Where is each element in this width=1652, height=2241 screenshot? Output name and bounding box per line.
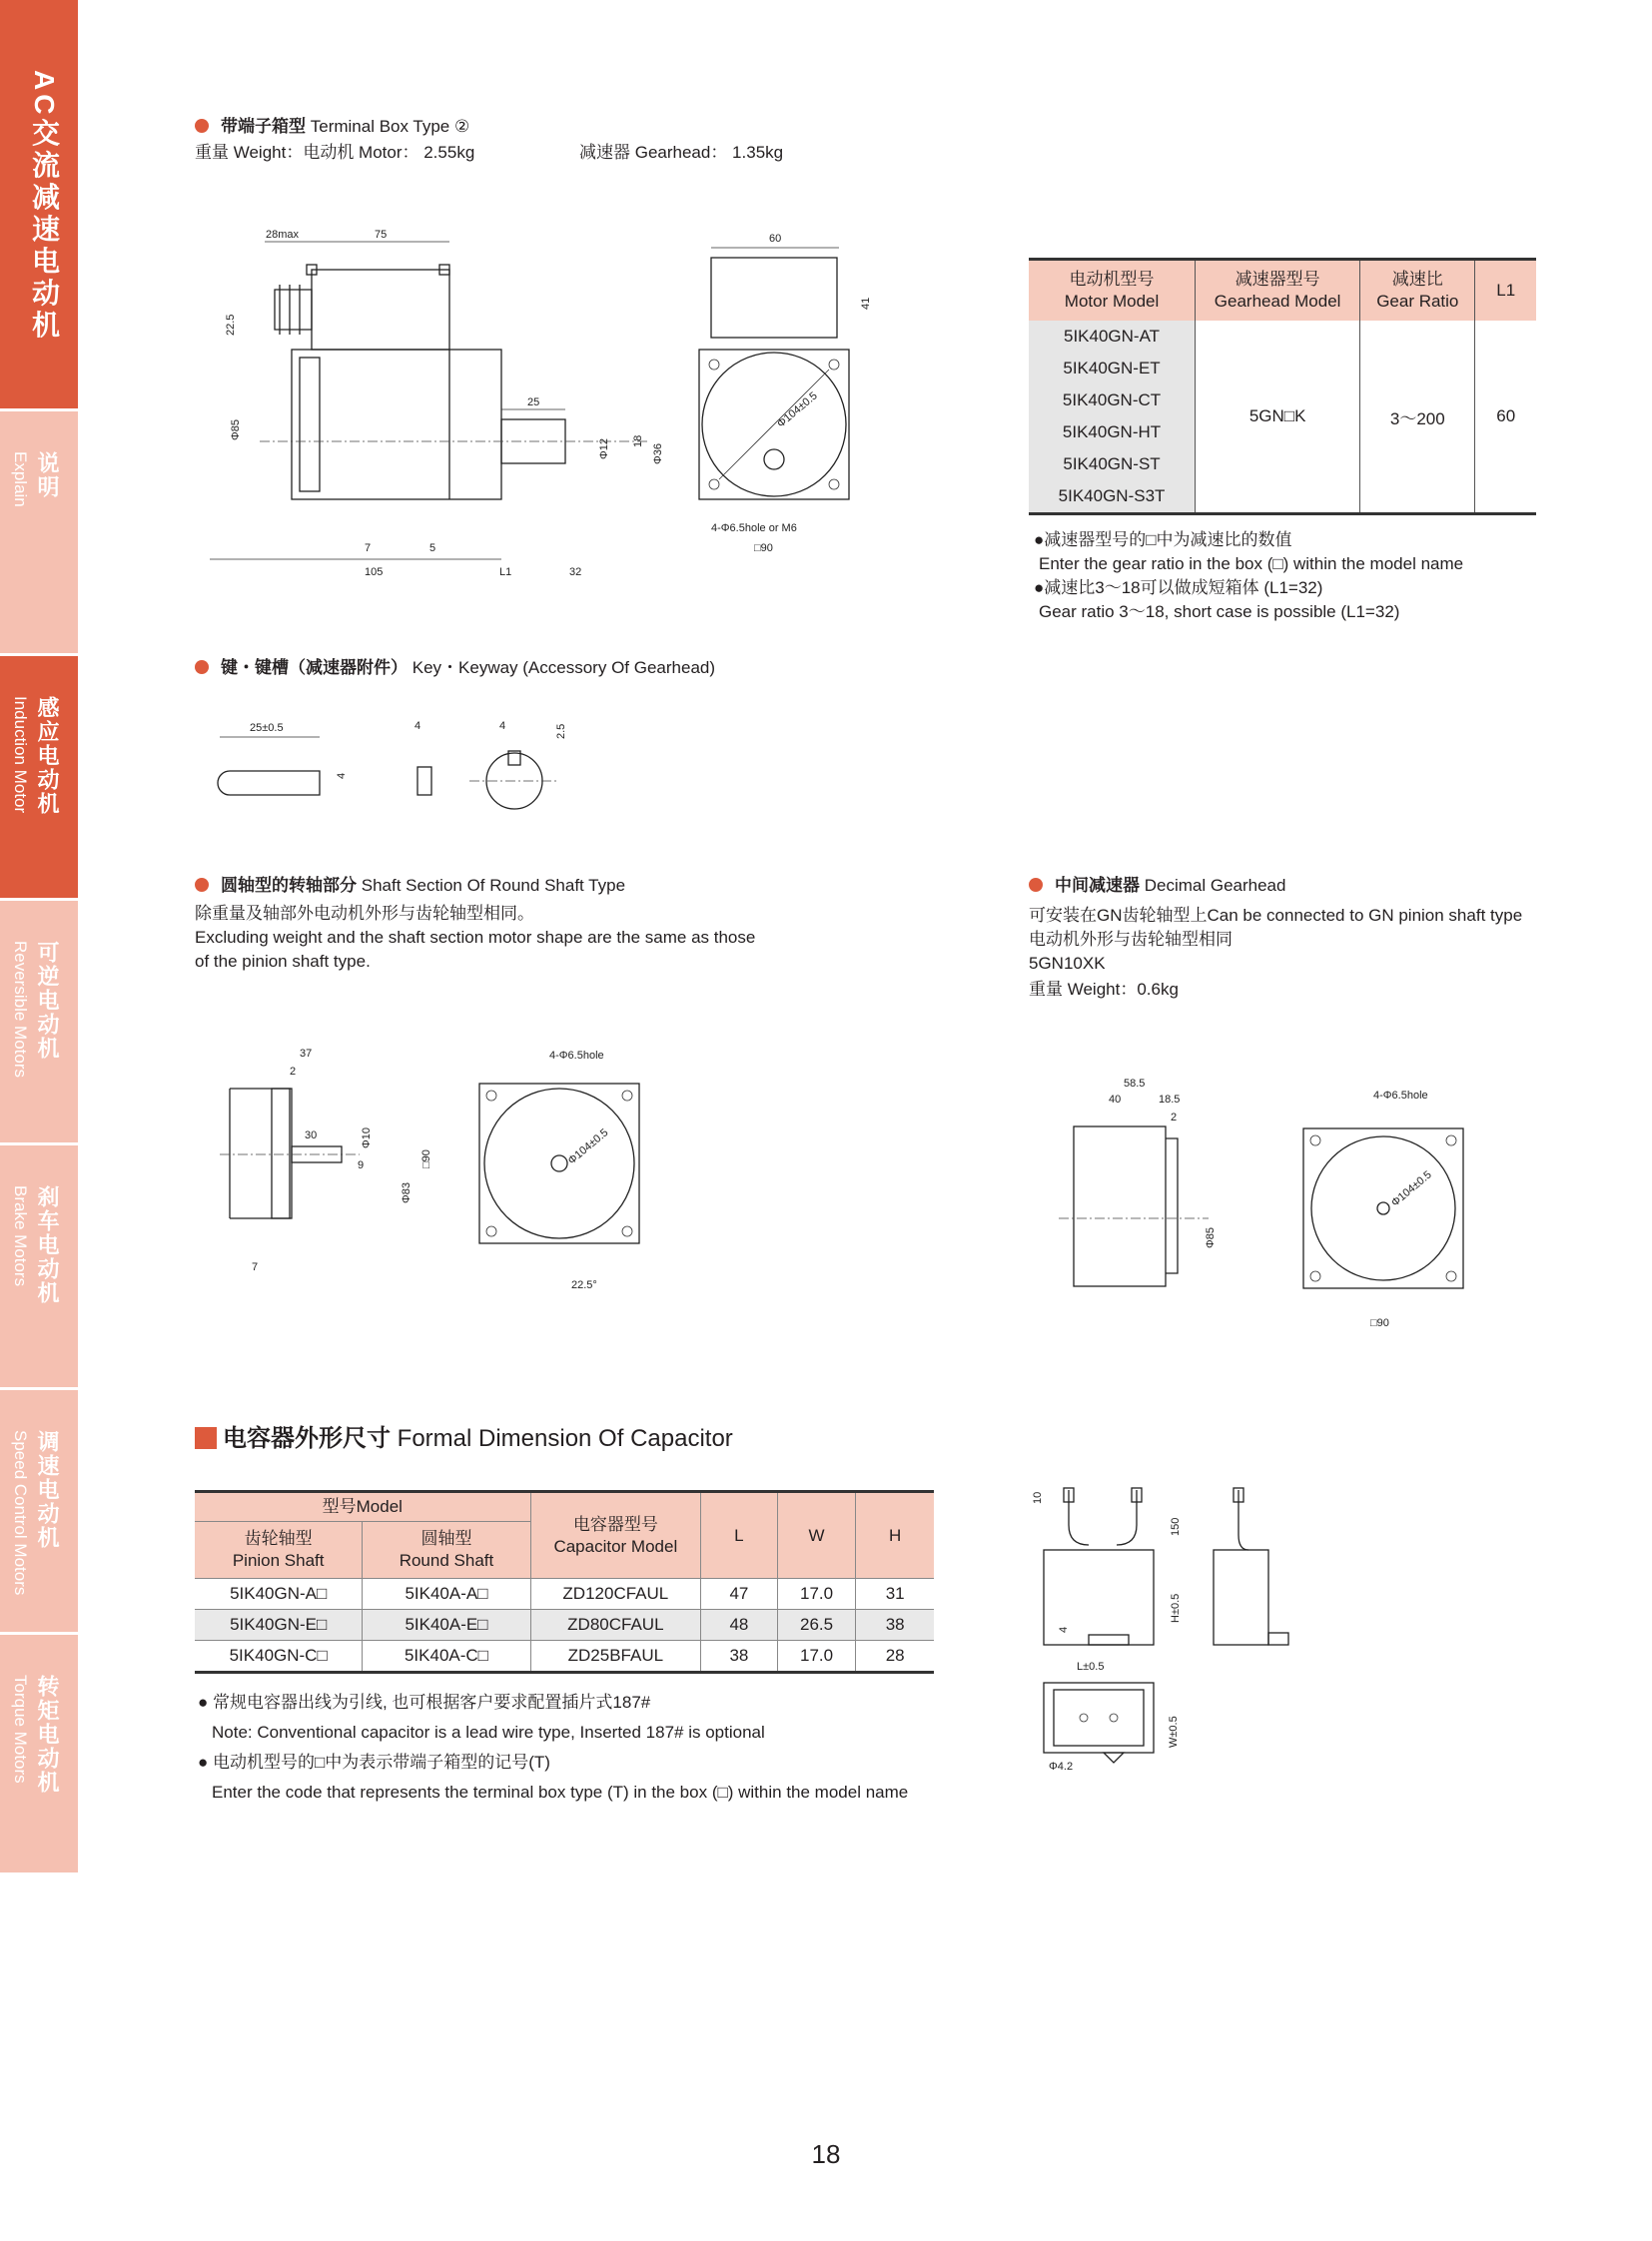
- table-cell: 5IK40GN-ET: [1029, 353, 1196, 384]
- dim-label: 5: [429, 542, 436, 554]
- round-shaft-line: 除重量及轴部外电动机外形与齿轮轴型相同。: [195, 904, 534, 923]
- table-header: 圆轴型 Round Shaft: [363, 1522, 530, 1579]
- gearhead-weight: 减速器 Gearhead： 1.35kg: [579, 143, 784, 162]
- dim-label: 58.5: [1124, 1078, 1146, 1090]
- terminal-heading-en: Terminal Box Type ②: [310, 117, 470, 136]
- decimal-line: 重量 Weight：0.6kg: [1029, 980, 1179, 999]
- motor-weight: 重量 Weight：电动机 Motor： 2.55kg: [195, 143, 475, 162]
- sidebar-item-explain[interactable]: [0, 411, 78, 656]
- table-header: 减速器型号 Gearhead Model: [1196, 260, 1360, 322]
- gear-note: Gear ratio 3～18, short case is possible (L1=32): [1039, 602, 1400, 621]
- table-row: 5IK40GN-C□ 5IK40A-C□ ZD25BFAUL 38 17.0 28: [195, 1641, 934, 1673]
- dim-label: □90: [754, 542, 773, 554]
- sidebar-item-label: 调速电动机: [35, 1430, 60, 1550]
- dim-label: 25: [527, 396, 540, 408]
- sidebar-item-label: 可逆电动机: [35, 941, 60, 1061]
- key-keyway-drawing: [215, 709, 604, 819]
- dim-label: 4: [414, 720, 421, 732]
- dim-label: 18.5: [1159, 1094, 1181, 1106]
- page-number: 18: [811, 2139, 841, 2169]
- dim-label: Φ36: [652, 442, 664, 464]
- dim-label: 150: [1170, 1517, 1182, 1536]
- round-shaft-drawing: [220, 1039, 669, 1308]
- sidebar-item-sublabel: Speed Control Motors: [11, 1430, 30, 1596]
- round-shaft-line: Excluding weight and the shaft section motor shape are the same as those: [195, 928, 756, 947]
- dim-label: 4-Φ6.5hole: [549, 1050, 604, 1062]
- sidebar-item-induction[interactable]: [0, 656, 78, 901]
- table-cell: 3～200: [1360, 321, 1475, 514]
- table-header: 减速比 Gear Ratio: [1360, 260, 1475, 322]
- sidebar-item-sublabel: Induction Motor: [11, 696, 30, 814]
- dim-label: Φ104±0.5: [774, 389, 820, 430]
- table-cell: 60: [1475, 321, 1536, 514]
- dim-label: Φ12: [598, 437, 610, 459]
- decimal-line: 5GN10XK: [1029, 954, 1106, 973]
- table-header: L: [701, 1492, 778, 1579]
- capacitor-drawing: [1029, 1478, 1348, 1778]
- dim-label: 2.5: [555, 723, 567, 739]
- sidebar-item-label: AC交流减速电动机: [29, 70, 60, 343]
- dim-label: Φ85: [1205, 1226, 1217, 1248]
- section-square-icon: [195, 1427, 217, 1449]
- dim-label: 7: [365, 542, 372, 554]
- sidebar-item-speed-control[interactable]: [0, 1390, 78, 1635]
- dim-label: 22.5: [225, 314, 237, 336]
- terminal-heading-cn: 带端子箱型: [221, 117, 306, 136]
- capacitor-note: ● 常规电容器出线为引线, 也可根据客户要求配置插片式187#: [198, 1693, 651, 1712]
- sidebar-item-reversible[interactable]: [0, 901, 78, 1145]
- table-row: 5IK40GN-A□ 5IK40A-A□ ZD120CFAUL 47 17.0 31: [195, 1579, 934, 1610]
- table-header: W: [777, 1492, 856, 1579]
- round-shaft-heading: 圆轴型的转轴部分 Shaft Section Of Round Shaft Type: [195, 875, 625, 897]
- table-header: 齿轮轴型 Pinion Shaft: [195, 1522, 363, 1579]
- dim-label: 7: [252, 1261, 259, 1273]
- sidebar-item-label: 刹车电动机: [35, 1185, 60, 1305]
- dim-label: 105: [365, 566, 384, 578]
- dim-label: 18: [632, 434, 644, 447]
- bullet-dot-icon: [195, 119, 209, 133]
- table-cell: 5IK40GN-HT: [1029, 416, 1196, 448]
- dim-label: 4: [499, 720, 506, 732]
- table-cell: 5IK40GN-S3T: [1029, 480, 1196, 514]
- table-header: 电动机型号 Motor Model: [1029, 260, 1196, 322]
- table-cell: 5IK40GN-CT: [1029, 384, 1196, 416]
- dim-label: □90: [420, 1149, 432, 1168]
- sidebar-item-sublabel: Reversible Motors: [11, 941, 30, 1078]
- dim-label: 32: [569, 566, 582, 578]
- round-shaft-line: of the pinion shaft type.: [195, 952, 371, 971]
- capacitor-title: 电容器外形尺寸 Formal Dimension Of Capacitor: [195, 1424, 733, 1454]
- dim-label: 37: [300, 1048, 313, 1060]
- sidebar-item-label: 转矩电动机: [35, 1675, 60, 1795]
- sidebar: [0, 0, 78, 1875]
- sidebar-item-sublabel: Brake Motors: [11, 1185, 30, 1287]
- dim-label: 22.5°: [571, 1279, 597, 1291]
- table-header: 电容器型号 Capacitor Model: [530, 1492, 701, 1579]
- sidebar-item-ac-motor[interactable]: [0, 0, 78, 411]
- sidebar-item-torque[interactable]: [0, 1635, 78, 1875]
- dim-label: Φ83: [401, 1181, 413, 1203]
- table-cell: 5IK40GN-AT: [1029, 321, 1196, 353]
- decimal-heading: 中间减速器 Decimal Gearhead: [1029, 875, 1285, 897]
- decimal-gearhead-drawing: [1059, 1069, 1558, 1338]
- dim-label: 4: [336, 772, 348, 779]
- table-header: H: [856, 1492, 934, 1579]
- bullet-dot-icon: [195, 660, 209, 674]
- dim-label: L1: [499, 566, 512, 578]
- decimal-line: 电动机外形与齿轮轴型相同: [1029, 930, 1233, 949]
- gear-ratio-table: [1029, 258, 1536, 515]
- dim-label: L±0.5: [1077, 1661, 1105, 1673]
- sidebar-item-sublabel: Torque Motors: [11, 1675, 30, 1784]
- dim-label: 4-Φ6.5hole: [1373, 1090, 1428, 1102]
- dim-label: 2: [290, 1066, 297, 1078]
- sidebar-item-label: 说明: [35, 451, 60, 499]
- table-header: L1: [1475, 260, 1536, 322]
- table-cell: 5IK40GN-ST: [1029, 448, 1196, 480]
- table-cell: 5GN□K: [1196, 321, 1360, 514]
- sidebar-item-sublabel: Explain: [11, 451, 30, 507]
- dim-label: 25±0.5: [250, 722, 284, 734]
- table-row: 5IK40GN-E□ 5IK40A-E□ ZD80CFAUL 48 26.5 38: [195, 1610, 934, 1641]
- decimal-line: 可安装在GN齿轮轴型上Can be connected to GN pinion shaft type: [1029, 906, 1523, 925]
- bullet-dot-icon: [1029, 878, 1043, 892]
- dim-label: 9: [358, 1159, 365, 1171]
- dim-label: □90: [1370, 1317, 1389, 1329]
- gear-note: Enter the gear ratio in the box (□) within the model name: [1039, 554, 1464, 573]
- dim-label: Φ85: [230, 418, 242, 440]
- dim-label: 41: [860, 297, 872, 310]
- dim-label: Φ104±0.5: [1388, 1168, 1434, 1209]
- capacitor-table: [195, 1490, 934, 1674]
- key-heading: 键・键槽（减速器附件） Key・Keyway (Accessory Of Gearhead): [195, 657, 715, 679]
- sidebar-item-brake[interactable]: [0, 1145, 78, 1390]
- capacitor-note: Note: Conventional capacitor is a lead wire type, Inserted 187# is optional: [212, 1723, 765, 1742]
- dim-label: 4: [1058, 1626, 1070, 1633]
- gear-note: ●减速器型号的□中为减速比的数值: [1034, 530, 1292, 549]
- dim-label: 10: [1032, 1491, 1044, 1504]
- dim-label: 60: [769, 233, 782, 245]
- capacitor-note: Enter the code that represents the terminal box type (T) in the box (□) within the model name: [212, 1783, 909, 1802]
- dim-label: Φ4.2: [1049, 1761, 1074, 1773]
- dim-label: 4-Φ6.5hole or M6: [711, 522, 797, 534]
- capacitor-note: ● 电动机型号的□中为表示带端子箱型的记号(T): [198, 1753, 550, 1772]
- bullet-dot-icon: [195, 878, 209, 892]
- table-header: 型号Model: [195, 1492, 530, 1522]
- dim-label: 28max: [266, 229, 300, 241]
- sidebar-item-label: 感应电动机: [35, 696, 60, 816]
- dim-label: Φ104±0.5: [565, 1126, 611, 1167]
- dim-label: Φ10: [361, 1126, 373, 1148]
- terminal-side-view-drawing: [210, 229, 679, 578]
- dim-label: 40: [1109, 1094, 1122, 1106]
- terminal-front-view-drawing: [689, 230, 879, 569]
- terminal-heading: [195, 116, 469, 138]
- dim-label: 2: [1171, 1112, 1178, 1123]
- dim-label: 75: [375, 229, 388, 241]
- dim-label: W±0.5: [1168, 1716, 1180, 1748]
- gear-note: ●减速比3～18可以做成短箱体 (L1=32): [1034, 578, 1323, 597]
- dim-label: H±0.5: [1170, 1593, 1182, 1623]
- dim-label: 30: [305, 1129, 318, 1141]
